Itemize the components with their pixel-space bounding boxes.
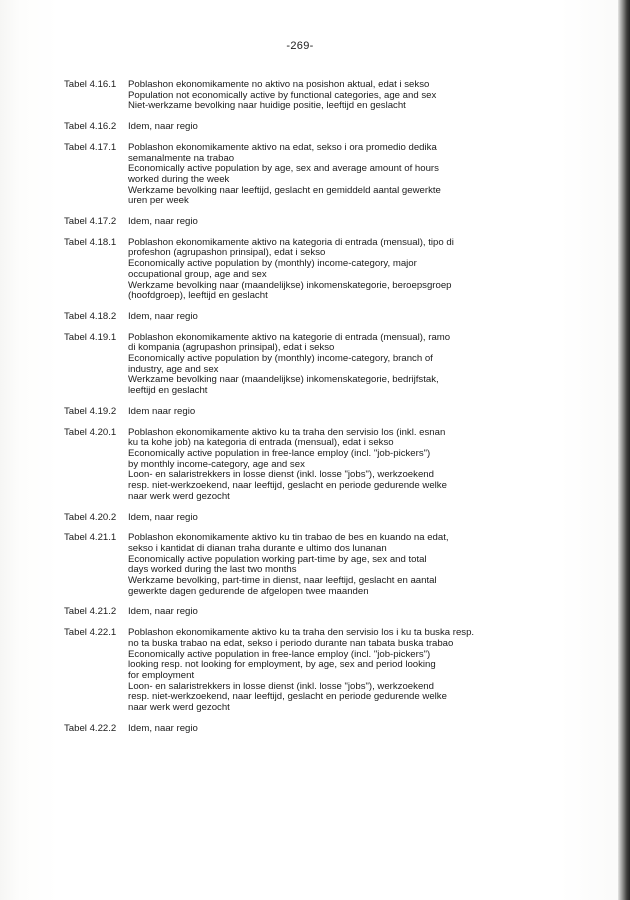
- table-number: Tabel 4.16.1: [64, 79, 117, 90]
- table-entry: [64, 628, 564, 714]
- description-line: Idem, naar regio: [128, 722, 198, 734]
- table-number: Tabel 4.17.2: [64, 216, 117, 228]
- table-number: Tabel 4.20.1: [64, 426, 117, 438]
- description-line: Werkzame bevolking naar (maandelijkse) inkomenskategorie, bedrijfstak,: [128, 374, 439, 386]
- description-line: Idem, naar regio: [128, 216, 198, 228]
- table-description: [128, 428, 564, 503]
- description-line: Poblashon ekonomikamente aktivo na edat, sekso i ora promedio dedika: [128, 141, 437, 153]
- description-line: Werkzame bevolking naar leeftijd, geslacht en gemiddeld aantal gewerkte: [128, 184, 441, 196]
- description-line: for employment: [128, 669, 195, 681]
- description-line: Economically active population in free-lance employ (incl. "job-pickers"): [128, 447, 431, 459]
- description-line: ku ta kohe job) na kategoria di entrada (mensual), edat i sekso: [128, 437, 394, 449]
- table-number: Tabel 4.19.1: [64, 331, 117, 343]
- description-line: profeshon (agrupashon prinsipal), edat i sekso: [128, 247, 326, 259]
- description-line: Poblashon ekonomikamente aktivo ku ta traha den servisio los i ku ta buska resp.: [128, 627, 475, 639]
- table-description: [128, 238, 564, 302]
- table-number: Tabel 4.17.1: [64, 141, 117, 153]
- table-description: [128, 80, 564, 112]
- table-entry: [64, 312, 564, 323]
- table-entry: [64, 143, 564, 207]
- table-entry: [64, 428, 564, 503]
- description-line: Poblashon ekonomikamente aktivo ku ta traha den servisio los (inkl. esnan: [128, 426, 446, 438]
- scan-edge-shadow: [618, 0, 630, 900]
- description-line: sekso i kantidat di dianan traha durante e ultimo dos lunanan: [128, 542, 387, 554]
- description-line: leeftijd en geslacht: [128, 385, 208, 397]
- table-description: [128, 143, 564, 207]
- description-line: Poblashon ekonomikamente aktivo ku tin trabao de bes en kuando na edat,: [128, 532, 449, 544]
- table-index-list: [64, 80, 564, 734]
- table-description: [128, 333, 564, 397]
- description-line: by monthly income-category, age and sex: [128, 458, 305, 470]
- table-description: [128, 628, 564, 714]
- description-line: Loon- en salaristrekkers in losse dienst (inkl. losse "jobs"), werkzoekend: [128, 680, 434, 692]
- table-description: [128, 217, 564, 228]
- table-number: Tabel 4.18.1: [64, 236, 117, 248]
- description-line: resp. niet-werkzoekend, naar leeftijd, geslacht en periode gedurende welke: [128, 691, 447, 703]
- description-line: Werkzame bevolking, part-time in dienst, naar leeftijd, geslacht en aantal: [128, 575, 437, 587]
- table-number: Tabel 4.16.2: [64, 121, 117, 133]
- description-line: Werkzame bevolking naar (maandelijkse) inkomenskategorie, beroepsgroep: [128, 279, 452, 291]
- table-number: Tabel 4.21.1: [64, 532, 117, 544]
- description-line: Economically active population working part-time by age, sex and total: [128, 553, 427, 565]
- table-number: Tabel 4.19.2: [64, 405, 117, 417]
- description-line: Population not economically active by functional categories, age and sex: [128, 89, 437, 101]
- table-entry: [64, 80, 564, 112]
- description-line: Economically active population by (monthly) income-category, branch of: [128, 353, 433, 365]
- table-number: Tabel 4.18.2: [64, 310, 117, 322]
- table-entry: [64, 238, 564, 302]
- table-description: [128, 607, 564, 618]
- table-entry: [64, 407, 564, 418]
- description-line: Idem, naar regio: [128, 606, 198, 618]
- page-number: -269-: [286, 40, 314, 52]
- description-line: Loon- en salaristrekkers in losse dienst (inkl. losse "jobs"), werkzoekend: [128, 469, 434, 481]
- description-line: (hoofdgroep), leeftijd en geslacht: [128, 290, 268, 302]
- description-line: gewerkte dagen gedurende de afgelopen twee maanden: [128, 585, 369, 597]
- table-entry: [64, 533, 564, 597]
- description-line: Idem, naar regio: [128, 121, 198, 133]
- description-line: Poblashon ekonomikamente aktivo na kategoria di entrada (mensual), tipo di: [128, 236, 454, 248]
- description-line: naar werk werd gezocht: [128, 702, 230, 714]
- description-line: no ta buska trabao na edat, sekso i periodo durante nan tabata buska trabao: [128, 637, 454, 649]
- description-line: uren per week: [128, 195, 189, 207]
- table-entry: [64, 724, 564, 735]
- description-line: di kompania (agrupashon prinsipal), edat i sekso: [128, 342, 335, 354]
- description-line: Economically active population in free-lance employ (incl. "job-pickers"): [128, 648, 431, 660]
- table-entry: [64, 217, 564, 228]
- table-entry: [64, 122, 564, 133]
- description-line: resp. niet-werkzoekend, naar leeftijd, geslacht en periode gedurende welke: [128, 480, 447, 492]
- description-line: Economically active population by (monthly) income-category, major: [128, 258, 417, 270]
- description-line: Idem, naar regio: [128, 511, 198, 523]
- table-entry: [64, 333, 564, 397]
- description-line: Economically active population by age, sex and average amount of hours: [128, 163, 439, 175]
- description-line: semanalmente na trabao: [128, 152, 235, 164]
- description-line: industry, age and sex: [128, 363, 219, 375]
- description-line: occupational group, age and sex: [128, 268, 267, 280]
- table-number: Tabel 4.20.2: [64, 511, 117, 523]
- table-number: Tabel 4.21.2: [64, 606, 117, 618]
- table-entry: [64, 607, 564, 618]
- table-number: Tabel 4.22.1: [64, 627, 117, 639]
- description-line: Idem, naar regio: [128, 310, 198, 322]
- description-line: days worked during the last two months: [128, 564, 297, 576]
- description-line: Niet-werkzame bevolking naar huidige positie, leeftijd en geslacht: [128, 100, 406, 112]
- table-description: [128, 513, 564, 524]
- table-number: Tabel 4.22.2: [64, 722, 117, 734]
- description-line: Poblashon ekonomikamente aktivo na kategorie di entrada (mensual), ramo: [128, 331, 451, 343]
- description-line: naar werk werd gezocht: [128, 490, 230, 502]
- description-line: looking resp. not looking for employment, by age, sex and period looking: [128, 659, 436, 671]
- table-description: [128, 312, 564, 323]
- table-description: [128, 122, 564, 133]
- table-description: [128, 533, 564, 597]
- table-entry: [64, 513, 564, 524]
- description-line: Poblashon ekonomikamente no aktivo na posishon aktual, edat i sekso: [128, 79, 430, 90]
- description-line: Idem naar regio: [128, 405, 196, 417]
- table-description: [128, 724, 564, 735]
- table-description: [128, 407, 564, 418]
- description-line: worked during the week: [128, 173, 230, 185]
